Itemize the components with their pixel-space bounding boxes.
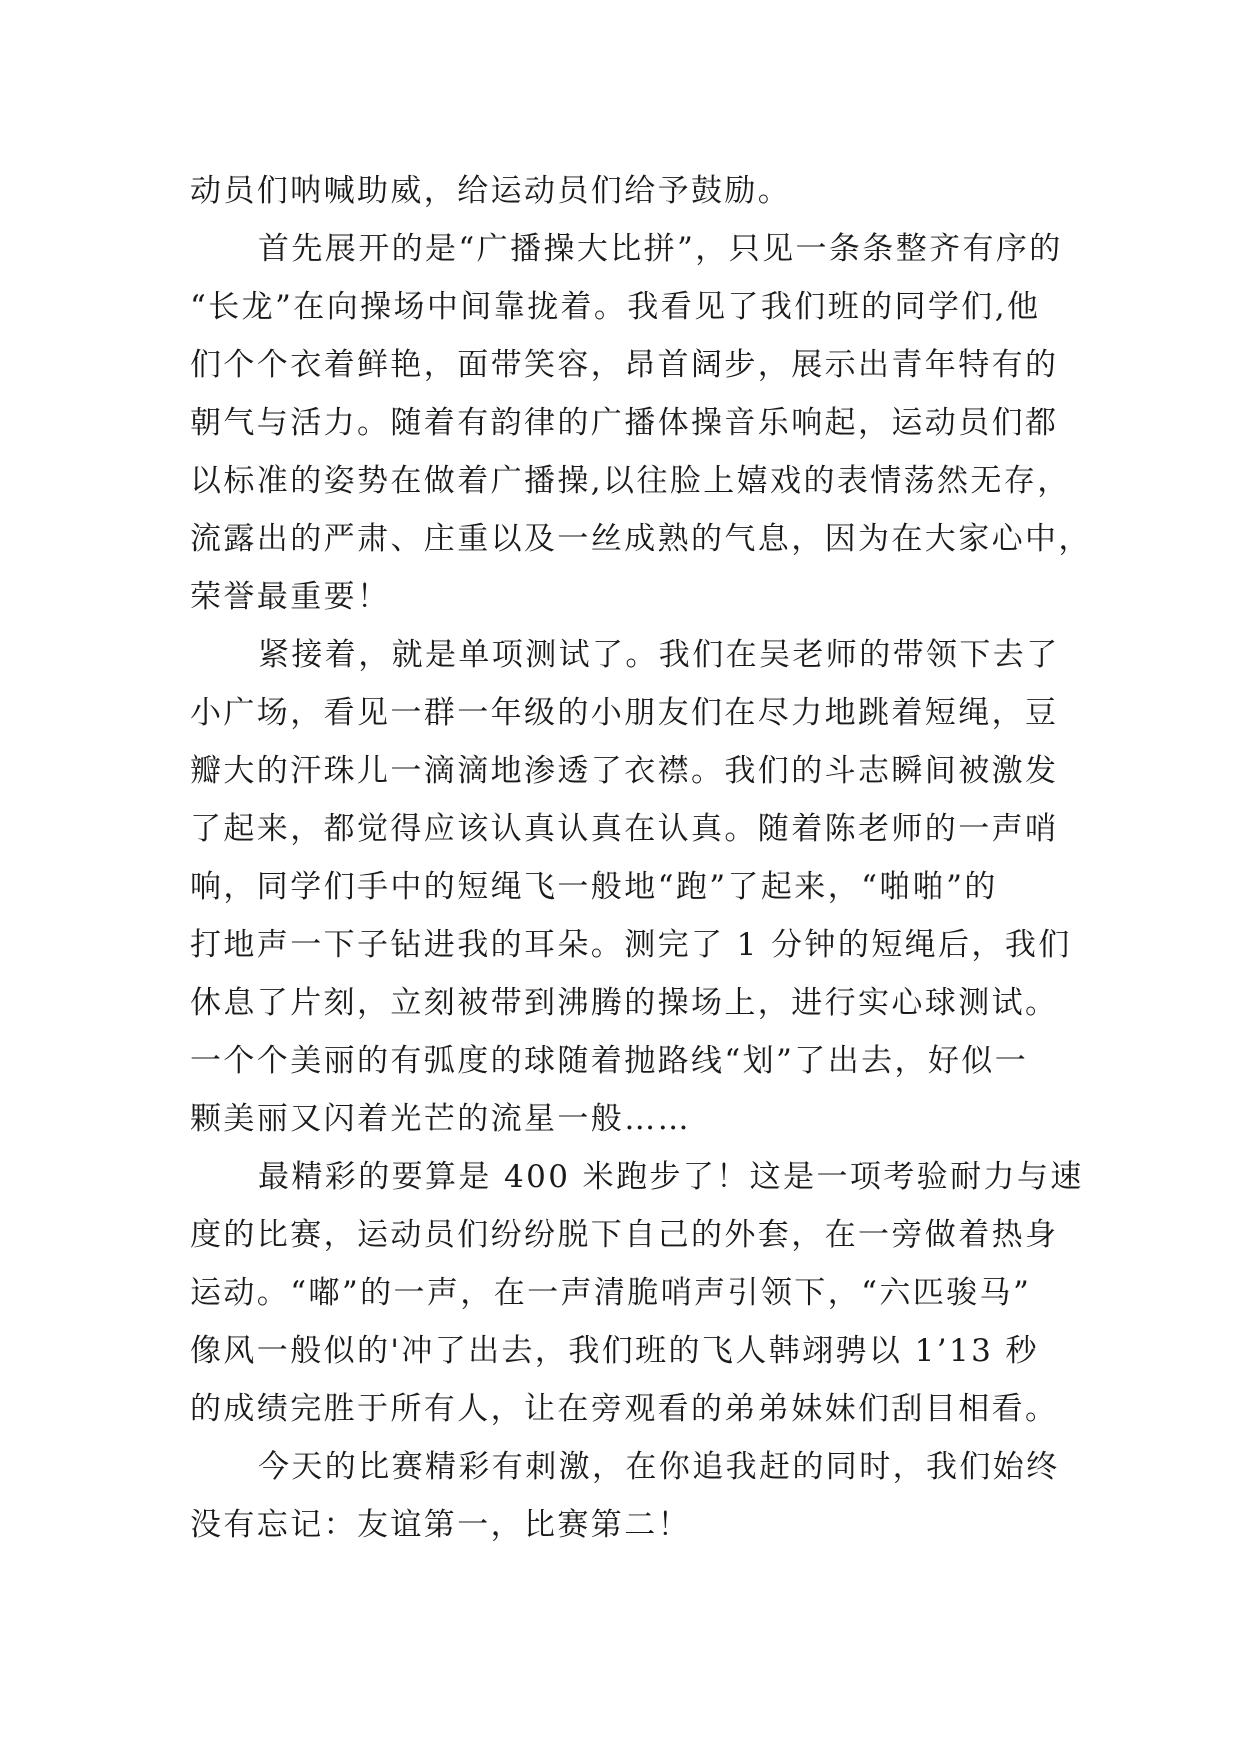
text-line: 首先展开的是“广播操大比拼”，只见一条条整齐有序的 — [258, 231, 1063, 267]
text-line: 度的比赛，运动员们纷纷脱下自己的外套，在一旁做着热身 — [190, 1217, 1059, 1253]
text-line: 颗美丽又闪着光芒的流星一般…… — [190, 1101, 691, 1137]
text-line: 动员们呐喊助威，给运动员们给予鼓励。 — [190, 173, 792, 209]
text-line: 最精彩的要算是 400 米跑步了！这是一项考验耐力与速 — [258, 1159, 1084, 1195]
text-line: 像风一般似的'冲了出去，我们班的飞人韩翊骋以 1’13 秒 — [190, 1333, 1039, 1369]
document-body — [190, 162, 1092, 1554]
text-line: 瓣大的汗珠儿一滴滴地渗透了衣襟。我们的斗志瞬间被激发 — [190, 753, 1059, 789]
text-line: “长龙”在向操场中间靠拢着。我看见了我们班的同学们,他 — [190, 289, 1041, 325]
text-line: 休息了片刻，立刻被带到沸腾的操场上，进行实心球测试。 — [190, 985, 1059, 1021]
text-line: 以标准的姿势在做着广播操,以往脸上嬉戏的表情荡然无存， — [190, 463, 1071, 499]
text-line: 响，同学们手中的短绳飞一般地“跑”了起来，“啪啪”的 — [190, 869, 998, 905]
text-line: 运动。“嘟”的一声，在一声清脆哨声引领下，“六匹骏马” — [190, 1275, 1032, 1311]
text-line: 今天的比赛精彩有刺激，在你追我赶的同时，我们始终 — [258, 1449, 1060, 1485]
text-line: 没有忘记：友谊第一，比赛第二！ — [190, 1507, 691, 1543]
text-line: 小广场，看见一群一年级的小朋友们在尽力地跳着短绳，豆 — [190, 695, 1059, 731]
text-line: 的成绩完胜于所有人，让在旁观看的弟弟妹妹们刮目相看。 — [190, 1391, 1059, 1427]
text-line: 朝气与活力。随着有韵律的广播体操音乐响起，运动员们都 — [190, 405, 1059, 441]
text-line: 紧接着，就是单项测试了。我们在吴老师的带领下去了 — [258, 637, 1060, 673]
text-line: 荣誉最重要！ — [190, 579, 391, 615]
text-line: 们个个衣着鲜艳，面带笑容，昂首阔步，展示出青年特有的 — [190, 347, 1059, 383]
text-line: 流露出的严肃、庄重以及一丝成熟的气息，因为在大家心中， — [190, 521, 1092, 557]
text-line: 打地声一下子钻进我的耳朵。测完了 1 分钟的短绳后，我们 — [190, 927, 1072, 963]
text-line: 了起来，都觉得应该认真认真在认真。随着陈老师的一声哨 — [190, 811, 1059, 847]
text-line: 一个个美丽的有弧度的球随着抛路线“划”了出去，好似一 — [190, 1043, 1029, 1079]
